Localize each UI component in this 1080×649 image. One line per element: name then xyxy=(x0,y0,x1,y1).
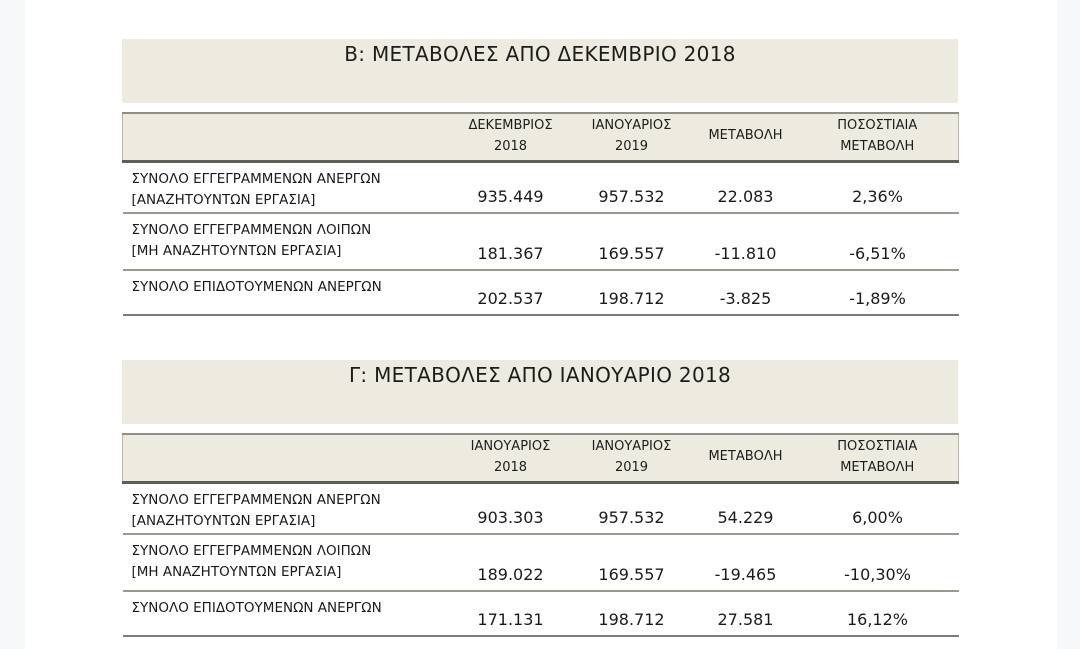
table-row xyxy=(123,161,959,213)
table-row xyxy=(123,482,959,534)
spacer xyxy=(122,424,958,433)
value-cell: 2,36% xyxy=(797,161,959,213)
value-cell: 22.083 xyxy=(695,161,797,213)
header-line: ΙΑΝΟΥΑΡΙΟΣ xyxy=(591,439,672,454)
row-label-line2: [ΑΝΑΖΗΤΟΥΝΤΩΝ ΕΡΓΑΣΙΑ] xyxy=(131,192,316,209)
header-line: ΔΕΚΕΜΒΡΙΟΣ xyxy=(468,118,553,133)
table-c-title: Γ: ΜΕΤΑΒΟΛΕΣ ΑΠΟ ΙΑΝΟΥΑΡΙΟ 2018 xyxy=(348,363,732,387)
value-cell: -19.465 xyxy=(695,534,797,591)
header-line: 2019 xyxy=(614,138,649,154)
header-cell-change xyxy=(695,434,797,482)
section-changes-from-january xyxy=(122,360,958,637)
row-label-line2: [ΜΗ ΑΝΑΖΗΤΟΥΝΤΩΝ ΕΡΓΑΣΙΑ] xyxy=(131,564,342,581)
header-line: 2019 xyxy=(614,459,649,475)
header-cell-month1 xyxy=(453,434,569,482)
row-label xyxy=(123,534,453,591)
row-label xyxy=(123,591,453,636)
value-cell: 169.557 xyxy=(569,534,695,591)
document-paper xyxy=(25,0,1057,649)
header-cell-percent-change xyxy=(797,434,959,482)
row-label-line1: ΣΥΝΟΛΟ ΕΓΓΕΓΡΑΜΜΕΝΩΝ ΛΟΙΠΩΝ xyxy=(131,221,372,238)
row-label-line1: ΣΥΝΟΛΟ ΕΠΙΔΟΤΟΥΜΕΝΩΝ ΑΝΕΡΓΩΝ xyxy=(131,599,382,616)
table-row xyxy=(123,213,959,270)
table-b-title-band xyxy=(122,39,958,103)
value-cell: 6,00% xyxy=(797,482,959,534)
table-row xyxy=(123,270,959,315)
header-cell-empty xyxy=(123,434,453,482)
header-line: ΜΕΤΑΒΟΛΗ xyxy=(840,138,915,154)
table-c-title-band xyxy=(122,360,958,424)
row-label xyxy=(123,161,453,213)
value-cell: 54.229 xyxy=(695,482,797,534)
value-cell: 198.712 xyxy=(569,270,695,315)
section-changes-from-december xyxy=(122,39,958,316)
value-cell: -6,51% xyxy=(797,213,959,270)
table-c-header-row xyxy=(123,434,959,482)
header-cell-percent-change xyxy=(797,113,959,161)
value-cell: 202.537 xyxy=(453,270,569,315)
value-cell: 198.712 xyxy=(569,591,695,636)
value-cell: 957.532 xyxy=(569,161,695,213)
header-line: ΠΟΣΟΣΤΙΑΙΑ xyxy=(837,118,918,133)
value-cell: 27.581 xyxy=(695,591,797,636)
spacer xyxy=(122,103,958,112)
header-line: ΜΕΤΑΒΟΛΗ xyxy=(708,449,783,465)
header-cell-month2 xyxy=(569,434,695,482)
header-line: ΠΟΣΟΣΤΙΑΙΑ xyxy=(837,439,918,454)
table-b-title: Β: ΜΕΤΑΒΟΛΕΣ ΑΠΟ ΔΕΚΕΜΒΡΙΟ 2018 xyxy=(344,42,736,66)
header-line: ΙΑΝΟΥΑΡΙΟΣ xyxy=(591,118,672,133)
header-cell-empty xyxy=(123,113,453,161)
header-cell-change xyxy=(695,113,797,161)
header-line: ΜΕΤΑΒΟΛΗ xyxy=(708,128,783,144)
value-cell: 189.022 xyxy=(453,534,569,591)
row-label xyxy=(123,213,453,270)
value-cell: -1,89% xyxy=(797,270,959,315)
header-line: 2018 xyxy=(493,459,528,475)
value-cell: 16,12% xyxy=(797,591,959,636)
row-label-line2: [ΑΝΑΖΗΤΟΥΝΤΩΝ ΕΡΓΑΣΙΑ] xyxy=(131,513,316,530)
header-line: ΙΑΝΟΥΑΡΙΟΣ xyxy=(470,439,551,454)
row-label-line1: ΣΥΝΟΛΟ ΕΓΓΕΓΡΑΜΜΕΝΩΝ ΛΟΙΠΩΝ xyxy=(131,542,372,559)
value-cell: -10,30% xyxy=(797,534,959,591)
value-cell: -11.810 xyxy=(695,213,797,270)
row-label-line1: ΣΥΝΟΛΟ ΕΠΙΔΟΤΟΥΜΕΝΩΝ ΑΝΕΡΓΩΝ xyxy=(131,278,382,295)
header-cell-month1 xyxy=(453,113,569,161)
header-line: 2018 xyxy=(493,138,528,154)
row-label xyxy=(123,270,453,315)
row-label xyxy=(123,482,453,534)
value-cell: 957.532 xyxy=(569,482,695,534)
value-cell: -3.825 xyxy=(695,270,797,315)
header-line: ΜΕΤΑΒΟΛΗ xyxy=(840,459,915,475)
row-label-line1: ΣΥΝΟΛΟ ΕΓΓΕΓΡΑΜΜΕΝΩΝ ΑΝΕΡΓΩΝ xyxy=(131,170,381,187)
row-label-line2: [ΜΗ ΑΝΑΖΗΤΟΥΝΤΩΝ ΕΡΓΑΣΙΑ] xyxy=(131,243,342,260)
row-label-line1: ΣΥΝΟΛΟ ΕΓΓΕΓΡΑΜΜΕΝΩΝ ΑΝΕΡΓΩΝ xyxy=(131,491,381,508)
table-row xyxy=(123,591,959,636)
value-cell: 181.367 xyxy=(453,213,569,270)
table-row xyxy=(123,534,959,591)
value-cell: 171.131 xyxy=(453,591,569,636)
table-b-header-row xyxy=(123,113,959,161)
table-changes-from-december xyxy=(122,112,959,316)
value-cell: 935.449 xyxy=(453,161,569,213)
table-changes-from-january xyxy=(122,433,959,637)
value-cell: 169.557 xyxy=(569,213,695,270)
header-cell-month2 xyxy=(569,113,695,161)
value-cell: 903.303 xyxy=(453,482,569,534)
